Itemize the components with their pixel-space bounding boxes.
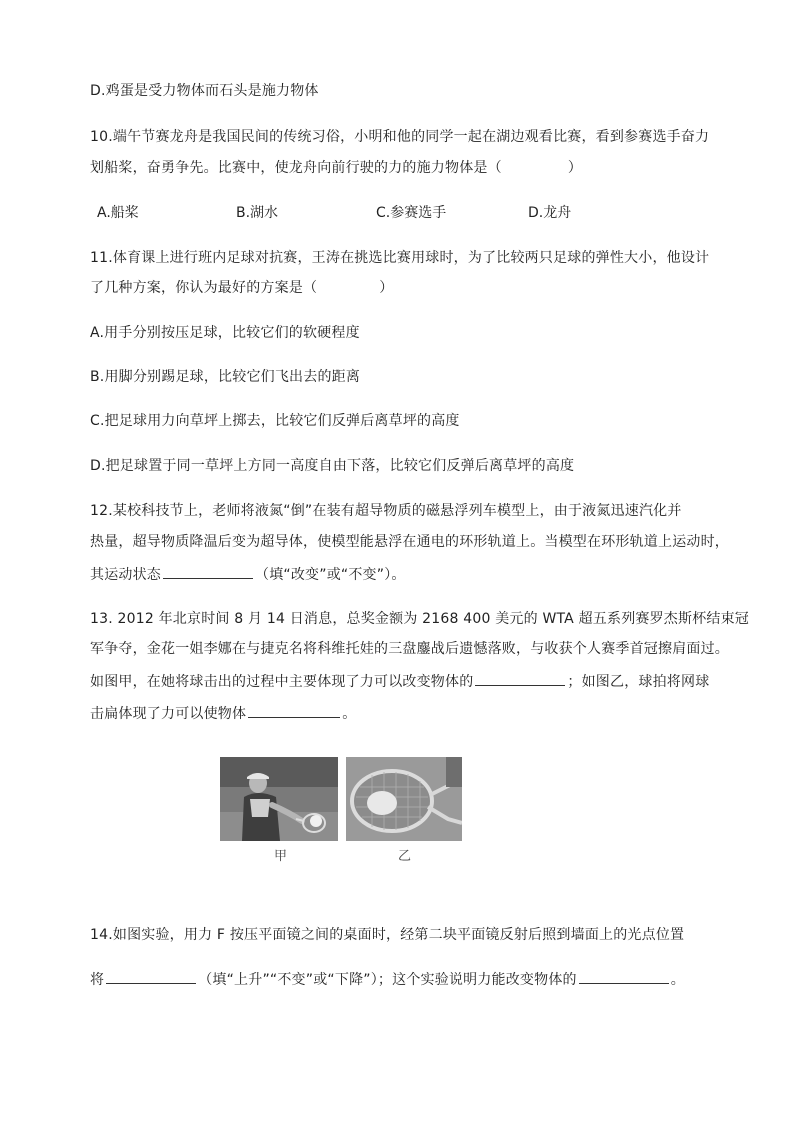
figure-yi-racket-ball-photo <box>346 757 462 841</box>
q11-stem-line1: 11.体育课上进行班内足球对抗赛，王涛在挑选比赛用球时，为了比较两只足球的弹性大小，他设计 <box>90 250 710 266</box>
q13-answer-blank-1[interactable] <box>475 671 565 686</box>
q13-stem-text-2: 击扁体现了力可以使物体 <box>90 706 247 722</box>
q13-stem-line4 <box>90 703 356 723</box>
q10-option-b: B.湖水 <box>236 205 279 221</box>
figure-caption-yi: 乙 <box>398 849 412 864</box>
q10-stem-line2 <box>90 159 582 177</box>
q13-stem-line1: 13. 2012 年北京时间 8 月 14 日消息，总奖金额为 2168 400 美元的 WTA 超五系列赛罗杰斯杯结束冠 <box>90 611 750 627</box>
q13-stem-text: 如图甲，在她将球击出的过程中主要体现了力可以改变物体的 <box>90 674 474 690</box>
q14-answer-blank-1[interactable] <box>106 969 196 984</box>
q12-stem-line1: 12.某校科技节上，老师将液氮“倒”在装有超导物质的磁悬浮列车模型上，由于液氮迅速汽化并 <box>90 503 682 519</box>
tennis-player-image <box>220 757 338 841</box>
q11-option-b: B.用脚分别踢足球，比较它们飞出去的距离 <box>90 369 361 385</box>
q10-stem-end: ） <box>567 160 583 176</box>
q10-option-c: C.参赛选手 <box>376 205 447 221</box>
q11-option-c: C.把足球用力向草坪上掷去，比较它们反弹后离草坪的高度 <box>90 413 460 429</box>
q10-option-a: A.船桨 <box>97 205 139 221</box>
q12-stem-line3 <box>90 564 406 584</box>
q11-stem-line2 <box>90 279 393 297</box>
q13-stem-line2: 军争夺，金花一姐李娜在与捷克名将科维托娃的三盘鏖战后遗憾落败，与收获个人赛季首冠擦肩面过。 <box>90 641 729 657</box>
q11-stem-text: 了几种方案，你认为最好的方案是（ <box>90 280 318 296</box>
q9-option-d: D.鸡蛋是受力物体而石头是施力物体 <box>90 83 319 99</box>
q12-stem-end: （填“改变”或“不变”）。 <box>255 567 406 583</box>
q10-stem-text: 划船桨，奋勇争先。比赛中，使龙舟向前行驶的力的施力物体是（ <box>90 160 502 176</box>
q13-stem-line3 <box>90 671 709 691</box>
q11-option-a: A.用手分别按压足球，比较它们的软硬程度 <box>90 325 360 341</box>
racket-ball-image <box>346 757 462 841</box>
q14-stem-end: 。 <box>670 972 685 988</box>
q13-stem-end: 。 <box>342 706 357 722</box>
q10-option-d: D.龙舟 <box>528 205 572 221</box>
q14-answer-blank-2[interactable] <box>579 969 669 984</box>
figure-caption-jia: 甲 <box>274 849 288 864</box>
q13-stem-mid: ；如图乙，球拍将网球 <box>567 674 710 690</box>
q14-stem-line1: 14.如图实验，用力 F 按压平面镜之间的桌面时，经第二块平面镜反射后照到墙面上的光点位置 <box>90 927 685 943</box>
figure-jia-tennis-player-photo <box>220 757 338 841</box>
q10-stem-line1: 10.端午节赛龙舟是我国民间的传统习俗，小明和他的同学一起在湖边观看比赛，看到参赛选手奋力 <box>90 129 710 145</box>
q11-stem-end: ） <box>379 280 394 296</box>
q14-stem-mid: （填“上升”“不变”或“下降”）；这个实验说明力能改变物体的 <box>198 972 577 988</box>
q13-answer-blank-2[interactable] <box>248 703 340 718</box>
q12-answer-blank[interactable] <box>163 564 253 579</box>
q12-stem-text: 其运动状态 <box>90 567 161 583</box>
q14-stem-line2 <box>90 969 685 989</box>
q11-option-d: D.把足球置于同一草坪上方同一高度自由下落，比较它们反弹后离草坪的高度 <box>90 458 575 474</box>
q14-stem-text: 将 <box>90 972 105 988</box>
q12-stem-line2: 热量，超导物质降温后变为超导体，使模型能悬浮在通电的环形轨道上。当模型在环形轨道上运动时， <box>90 534 729 550</box>
